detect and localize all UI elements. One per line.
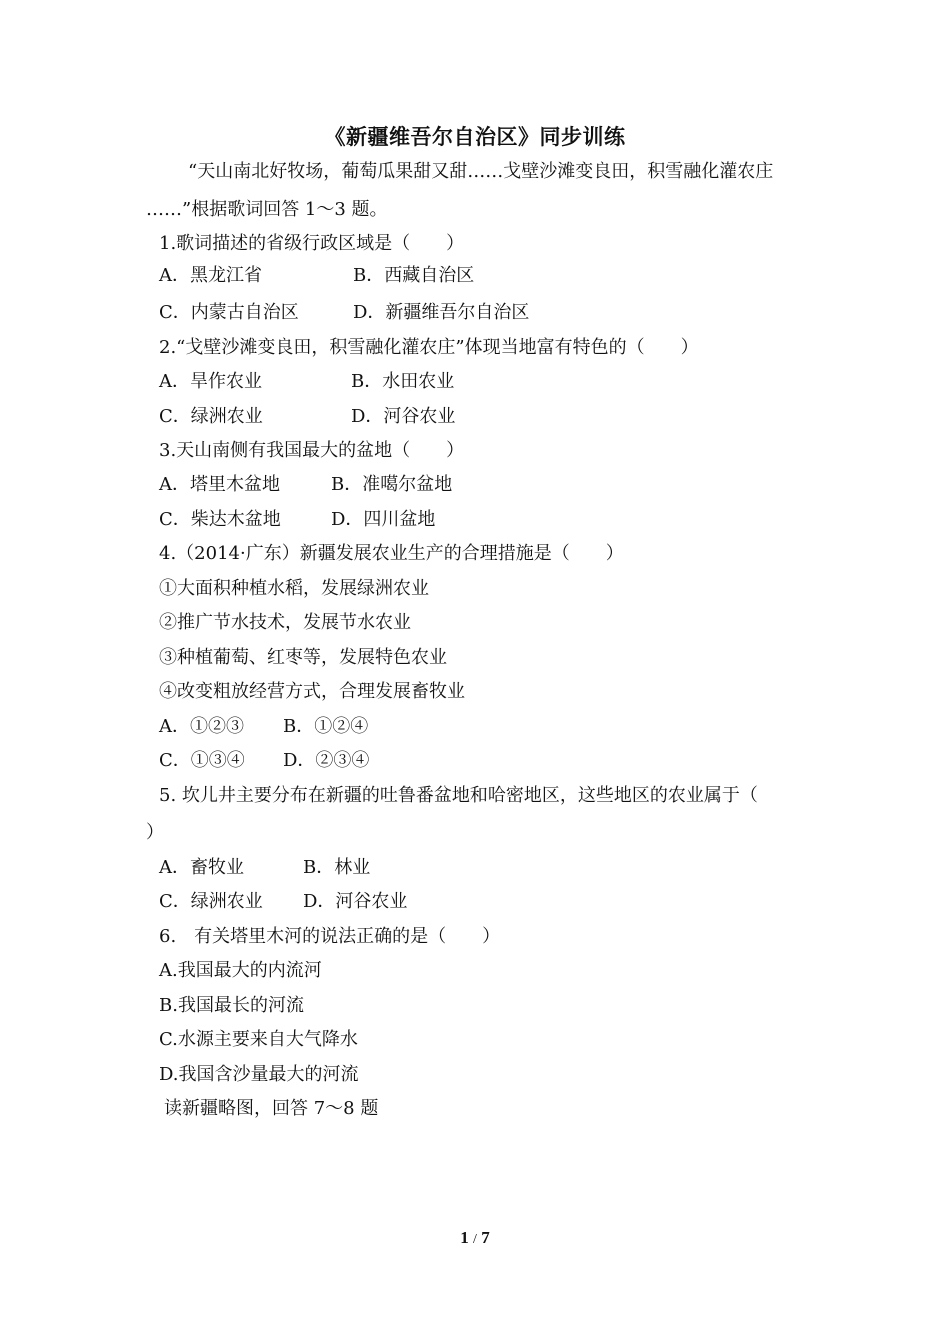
question-3-options-row-2 bbox=[159, 508, 435, 532]
page-number bbox=[0, 1228, 950, 1248]
question-5-stem: 5. 坎儿井主要分布在新疆的吐鲁番盆地和哈密地区，这些地区的农业属于（ bbox=[159, 785, 758, 806]
question-1-option-a: A．黑龙江省 bbox=[159, 265, 262, 286]
question-4-options-row-1 bbox=[159, 715, 368, 739]
question-3-stem: 3.天山南侧有我国最大的盆地（ ） bbox=[159, 440, 465, 461]
question-5-option-a: A．畜牧业 bbox=[159, 857, 244, 878]
question-4-option-c: C．①③④ bbox=[159, 750, 245, 771]
question-3-options-row-1 bbox=[159, 473, 452, 497]
question-3-option-a: A．塔里木盆地 bbox=[159, 474, 280, 495]
question-6-option-d: D.我国含沙量最大的河流 bbox=[159, 1064, 359, 1085]
question-2-option-c: C．绿洲农业 bbox=[159, 406, 263, 427]
question-2-option-d: D．河谷农业 bbox=[351, 406, 456, 427]
map-instruction: 读新疆略图，回答 7～8 题 bbox=[164, 1098, 379, 1119]
question-5-option-d: D．河谷农业 bbox=[303, 891, 408, 912]
question-6-option-c: C.水源主要来自大气降水 bbox=[159, 1029, 358, 1050]
question-4-option-d: D．②③④ bbox=[283, 750, 370, 771]
question-1-option-d: D．新疆维吾尔自治区 bbox=[353, 302, 530, 323]
question-1-options-row-1 bbox=[159, 264, 474, 288]
question-1-option-c: C．内蒙古自治区 bbox=[159, 302, 299, 323]
question-3-option-b: B．准噶尔盆地 bbox=[331, 474, 453, 495]
question-5-options-row-1 bbox=[159, 856, 370, 880]
current-page-number: 1 bbox=[460, 1228, 469, 1247]
question-1-option-b: B．西藏自治区 bbox=[353, 265, 475, 286]
question-3-option-c: C．柴达木盆地 bbox=[159, 509, 281, 530]
question-4-item-1: ①大面积种植水稻，发展绿洲农业 bbox=[159, 578, 429, 599]
question-2-stem: 2.“戈壁沙滩变良田，积雪融化灌农庄”体现当地富有特色的（ ） bbox=[159, 337, 699, 358]
question-5-stem-continued: ） bbox=[146, 822, 164, 843]
question-5-options-row-2 bbox=[159, 890, 407, 914]
question-4-option-b: B．①②④ bbox=[283, 716, 369, 737]
question-4-item-3: ③种植葡萄、红枣等，发展特色农业 bbox=[159, 647, 447, 668]
question-6-option-a: A.我国最大的内流河 bbox=[159, 960, 322, 981]
question-6-stem: 6. 有关塔里木河的说法正确的是（ ） bbox=[159, 926, 501, 947]
intro-text-line-1: “天山南北好牧场，葡萄瓜果甜又甜……戈壁沙滩变良田，积雪融化灌农庄 bbox=[188, 161, 774, 182]
document-title: 《新疆维吾尔自治区》同步训练 bbox=[324, 124, 626, 149]
question-4-option-a: A．①②③ bbox=[159, 716, 244, 737]
question-1-stem: 1.歌词描述的省级行政区域是（ ） bbox=[159, 233, 465, 254]
question-4-item-4: ④改变粗放经营方式，合理发展畜牧业 bbox=[159, 681, 465, 702]
question-1-options-row-2 bbox=[159, 301, 529, 325]
question-3-option-d: D．四川盆地 bbox=[331, 509, 436, 530]
page-separator: / bbox=[473, 1232, 477, 1247]
question-2-option-b: B．水田农业 bbox=[351, 371, 455, 392]
question-2-options-row-1 bbox=[159, 370, 454, 394]
question-2-option-a: A．旱作农业 bbox=[159, 371, 262, 392]
intro-text-line-2: ……”根据歌词回答 1～3 题。 bbox=[146, 199, 388, 220]
question-4-item-2: ②推广节水技术，发展节水农业 bbox=[159, 612, 411, 633]
total-page-count: 7 bbox=[481, 1228, 490, 1247]
question-5-option-b: B．林业 bbox=[303, 857, 371, 878]
question-4-options-row-2 bbox=[159, 749, 369, 773]
question-6-option-b: B.我国最长的河流 bbox=[159, 995, 304, 1016]
question-4-stem: 4.（2014·广东）新疆发展农业生产的合理措施是（ ） bbox=[159, 543, 624, 564]
question-2-options-row-2 bbox=[159, 405, 455, 429]
question-5-option-c: C．绿洲农业 bbox=[159, 891, 263, 912]
